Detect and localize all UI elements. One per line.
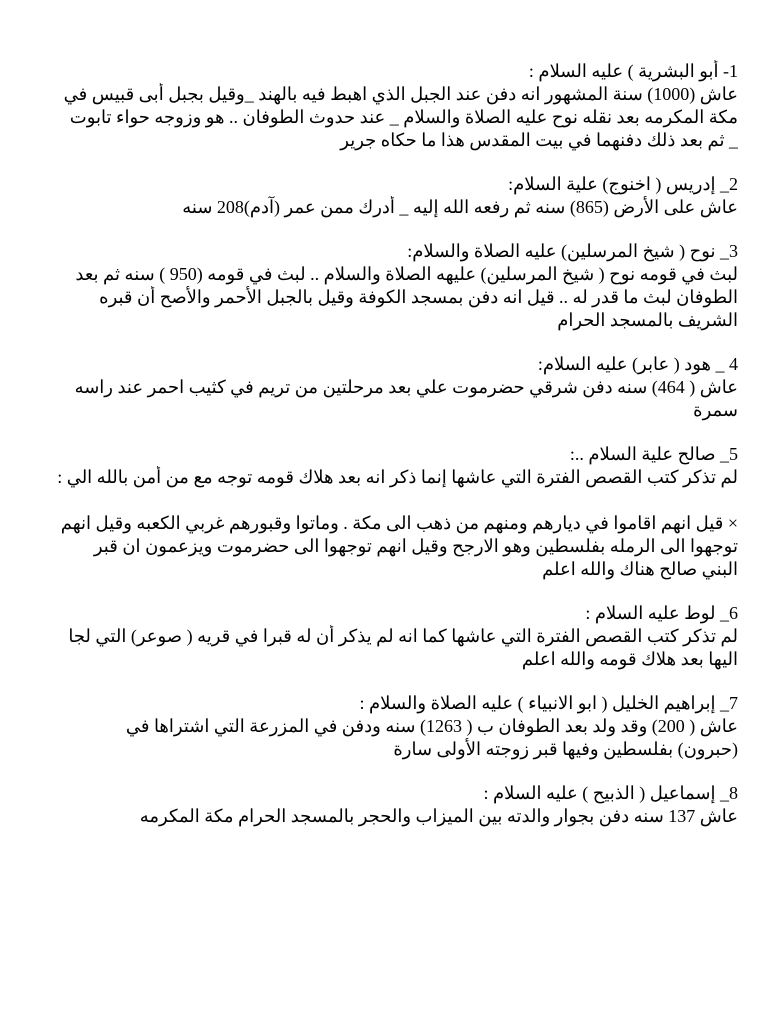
text-line: عاش 137 سنه دفن بجوار والدته بين الميزاب والحجر بالمسجد الحرام مكة المكرمه xyxy=(139,806,738,826)
section-title: 7_ إبراهيم الخليل ( ابو الانبياء ) عليه الصلاة والسلام : xyxy=(359,693,738,713)
text-line: لم تذكر كتب القصص الفترة التي عاشها إنما ذكر انه بعد هلاك قومه توجه مع من أمن بالله الي : xyxy=(57,467,738,487)
note-line: × قيل انهم اقاموا في ديارهم ومنهم من ذهب الى مكة . وماتوا وقبورهم غربي الكعبه وقيل انهم xyxy=(60,513,738,533)
section-title: 6_ لوط عليه السلام : xyxy=(585,603,738,623)
section-ibrahim xyxy=(30,692,738,761)
section-title: 8_ إسماعيل ( الذبيح ) عليه السلام : xyxy=(483,783,738,803)
text-line: اليها بعد هلاك قومه والله اعلم xyxy=(521,649,738,669)
section-salih xyxy=(30,443,738,581)
section-title: 5_ صالح علية السلام ..: xyxy=(569,444,738,464)
text-line: مكة المكرمه بعد نقله نوح عليه الصلاة والسلام _ عند حدوث الطوفان .. هو وزوجه حواء تابوت xyxy=(69,107,738,127)
text-line: الطوفان لبث ما قدر له .. قيل انه دفن بمسجد الكوفة وقيل بالجبل الأحمر والأصح أن قبره xyxy=(99,287,738,307)
text-line: (حبرون) بفلسطين وفيها قبر زوجته الأولى سارة xyxy=(393,739,738,759)
text-line: الشريف بالمسجد الحرام xyxy=(557,310,738,330)
note-line: البني صالح هناك والله اعلم xyxy=(542,559,738,579)
text-line: _ ثم بعد ذلك دفنهما في بيت المقدس هذا ما حكاه جرير xyxy=(340,130,738,150)
section-ismail xyxy=(30,782,738,828)
section-hud xyxy=(30,353,738,422)
section-title: 4 _ هود ( عابر) عليه السلام: xyxy=(537,354,738,374)
text-line: عاش (1000) سنة المشهور انه دفن عند الجبل الذي اهبط فيه بالهند _وقيل بجبل أبى قبيس في xyxy=(63,84,738,104)
text-line: سمرة xyxy=(693,400,738,420)
note-line: توجهوا الى الرمله بفلسطين وهو الارجح وقيل انهم توجهوا الى حضرموت ويزعمون ان قبر xyxy=(93,536,738,556)
text-line: عاش ( 200) وقد ولد بعد الطوفان ب ( 1263) سنه ودفن في المزرعة التي اشتراها في xyxy=(125,716,738,736)
section-nuh xyxy=(30,240,738,332)
note-block xyxy=(30,512,738,581)
section-title: 1- أبو البشرية ) عليه السلام : xyxy=(528,61,738,81)
section-idris xyxy=(30,173,738,219)
section-title: 3_ نوح ( شيخ المرسلين) عليه الصلاة والسلام: xyxy=(407,241,738,261)
section-adam xyxy=(30,60,738,152)
text-line: لم تذكر كتب القصص الفترة التي عاشها كما انه لم يذكر أن له قبرا في قريه ( صوعر) التي لجا xyxy=(68,626,738,646)
text-line: لبث في قومه نوح ( شيخ المرسلين) عليهه الصلاة والسلام .. لبث في قومه (950 ) سنه ثم بعد xyxy=(75,264,738,284)
text-line: عاش على الأرض (865) سنه ثم رفعه الله إليه _ أدرك ممن عمر (آدم)208 سنه xyxy=(182,197,738,217)
section-lut xyxy=(30,602,738,671)
text-line: عاش ( 464) سنه دفن شرقي حضرموت علي بعد مرحلتين من تريم في كثيب احمر عند راسه xyxy=(74,377,738,397)
section-title: 2_ إدريس ( اخنوج) علية السلام: xyxy=(508,174,738,194)
